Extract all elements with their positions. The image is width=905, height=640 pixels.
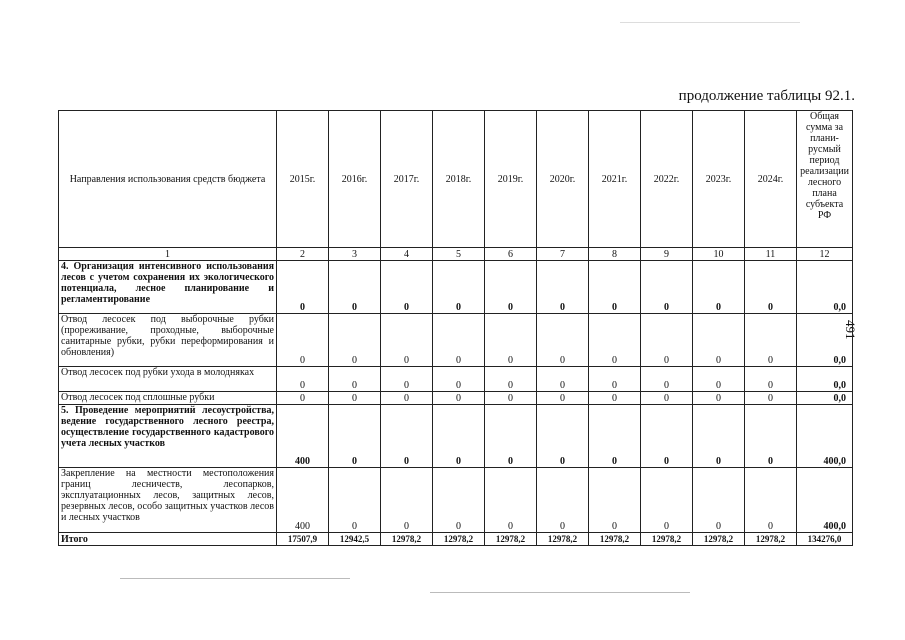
- column-number: 7: [537, 248, 589, 261]
- cell-value: 0: [277, 261, 329, 314]
- cell-value: 0: [537, 261, 589, 314]
- cell-value: 0: [693, 261, 745, 314]
- cell-value: 0: [745, 405, 797, 468]
- header-year: 2022г.: [641, 111, 693, 248]
- column-number: 2: [277, 248, 329, 261]
- total-value: 12978,2: [537, 533, 589, 546]
- cell-value: 0: [641, 468, 693, 533]
- row-total: 0,0: [797, 392, 853, 405]
- cell-value: 0: [433, 392, 485, 405]
- total-value: 12978,2: [641, 533, 693, 546]
- cell-value: 400: [277, 468, 329, 533]
- column-number: 1: [59, 248, 277, 261]
- cell-value: 0: [589, 314, 641, 367]
- row-total: 0,0: [797, 367, 853, 392]
- header-year: 2023г.: [693, 111, 745, 248]
- row-total: 0,0: [797, 314, 853, 367]
- cell-value: 0: [485, 261, 537, 314]
- cell-value: 400: [277, 405, 329, 468]
- total-value: 12978,2: [381, 533, 433, 546]
- header-total: Общая сумма за плани-русмый период реализации лесного плана субъекта РФ: [797, 111, 853, 248]
- cell-value: 0: [641, 261, 693, 314]
- cell-value: 0: [433, 261, 485, 314]
- total-value: 12942,5: [329, 533, 381, 546]
- cell-value: 0: [693, 314, 745, 367]
- header-year: 2021г.: [589, 111, 641, 248]
- total-value: 12978,2: [693, 533, 745, 546]
- cell-value: 0: [329, 314, 381, 367]
- cell-value: 0: [537, 468, 589, 533]
- column-number: 6: [485, 248, 537, 261]
- header-year: 2024г.: [745, 111, 797, 248]
- cell-value: 0: [745, 261, 797, 314]
- cell-value: 0: [537, 392, 589, 405]
- cell-value: 0: [381, 314, 433, 367]
- table-caption: продолжение таблицы 92.1.: [678, 88, 855, 104]
- row-label: Отвод лесосек под выборочные рубки (прореживание, проходные, выборочные санитарные рубки, рубки переформирования и обновления): [59, 314, 277, 367]
- cell-value: 0: [589, 261, 641, 314]
- cell-value: 0: [329, 261, 381, 314]
- cell-value: 0: [433, 405, 485, 468]
- table-row: [59, 405, 853, 468]
- table-row: [59, 314, 853, 367]
- column-number: 10: [693, 248, 745, 261]
- cell-value: 0: [329, 367, 381, 392]
- header-year: 2015г.: [277, 111, 329, 248]
- cell-value: 0: [641, 314, 693, 367]
- row-label: 4. Организация интенсивного использования лесов с учетом сохранения их экологического потенциала, лесное планирование и регламентирование: [59, 261, 277, 314]
- cell-value: 0: [537, 314, 589, 367]
- cell-value: 0: [381, 261, 433, 314]
- total-value: 17507,9: [277, 533, 329, 546]
- cell-value: 0: [329, 405, 381, 468]
- cell-value: 0: [589, 468, 641, 533]
- cell-value: 0: [745, 392, 797, 405]
- column-number: 4: [381, 248, 433, 261]
- cell-value: 0: [433, 314, 485, 367]
- cell-value: 0: [277, 367, 329, 392]
- cell-value: 0: [381, 405, 433, 468]
- header-year: 2016г.: [329, 111, 381, 248]
- cell-value: 0: [537, 405, 589, 468]
- cell-value: 0: [485, 392, 537, 405]
- header-row: [59, 111, 853, 248]
- table-row: [59, 367, 853, 392]
- cell-value: 0: [641, 367, 693, 392]
- table-row: [59, 392, 853, 405]
- header-year: 2019г.: [485, 111, 537, 248]
- row-total: 400,0: [797, 405, 853, 468]
- cell-value: 0: [537, 367, 589, 392]
- cell-value: 0: [745, 367, 797, 392]
- cell-value: 0: [589, 367, 641, 392]
- cell-value: 0: [693, 405, 745, 468]
- row-total: 400,0: [797, 468, 853, 533]
- header-year: 2020г.: [537, 111, 589, 248]
- cell-value: 0: [381, 367, 433, 392]
- column-number: 9: [641, 248, 693, 261]
- header-direction: Направления использования средств бюджета: [59, 111, 277, 248]
- cell-value: 0: [329, 468, 381, 533]
- column-number: 12: [797, 248, 853, 261]
- cell-value: 0: [277, 392, 329, 405]
- cell-value: 0: [433, 367, 485, 392]
- total-value: 12978,2: [433, 533, 485, 546]
- row-label: Закрепление на местности местоположения границ лесничеств, лесопарков, эксплуатационных лесов, защитных лесов, резервных лесов, особо защитных участков лесов и лесных участков: [59, 468, 277, 533]
- cell-value: 0: [329, 392, 381, 405]
- column-number: 11: [745, 248, 797, 261]
- column-number: 3: [329, 248, 381, 261]
- cell-value: 0: [641, 392, 693, 405]
- total-label: Итого: [59, 533, 277, 546]
- total-value: 12978,2: [745, 533, 797, 546]
- column-number: 5: [433, 248, 485, 261]
- row-label: Отвод лесосек под рубки ухода в молодняках: [59, 367, 277, 392]
- row-total: 0,0: [797, 261, 853, 314]
- page-number: 491: [843, 320, 858, 340]
- total-row: [59, 533, 853, 546]
- cell-value: 0: [485, 367, 537, 392]
- total-value: 12978,2: [589, 533, 641, 546]
- cell-value: 0: [745, 314, 797, 367]
- cell-value: 0: [589, 405, 641, 468]
- cell-value: 0: [277, 314, 329, 367]
- table-row: [59, 468, 853, 533]
- cell-value: 0: [485, 468, 537, 533]
- scan-noise: [620, 22, 800, 23]
- cell-value: 0: [693, 392, 745, 405]
- budget-table: [58, 110, 853, 546]
- cell-value: 0: [693, 367, 745, 392]
- table-row: [59, 261, 853, 314]
- cell-value: 0: [693, 468, 745, 533]
- cell-value: 0: [589, 392, 641, 405]
- scan-noise: [430, 592, 690, 593]
- column-number-row: [59, 248, 853, 261]
- grand-total: 134276,0: [797, 533, 853, 546]
- header-year: 2017г.: [381, 111, 433, 248]
- cell-value: 0: [485, 314, 537, 367]
- header-year: 2018г.: [433, 111, 485, 248]
- cell-value: 0: [641, 405, 693, 468]
- cell-value: 0: [745, 468, 797, 533]
- row-label: Отвод лесосек под сплошные рубки: [59, 392, 277, 405]
- cell-value: 0: [433, 468, 485, 533]
- column-number: 8: [589, 248, 641, 261]
- cell-value: 0: [381, 392, 433, 405]
- scan-noise: [120, 578, 350, 579]
- total-value: 12978,2: [485, 533, 537, 546]
- cell-value: 0: [485, 405, 537, 468]
- row-label: 5. Проведение мероприятий лесоустройства, ведение государственного лесного реестра, осуществление государственного кадастрового учета лесных участков: [59, 405, 277, 468]
- cell-value: 0: [381, 468, 433, 533]
